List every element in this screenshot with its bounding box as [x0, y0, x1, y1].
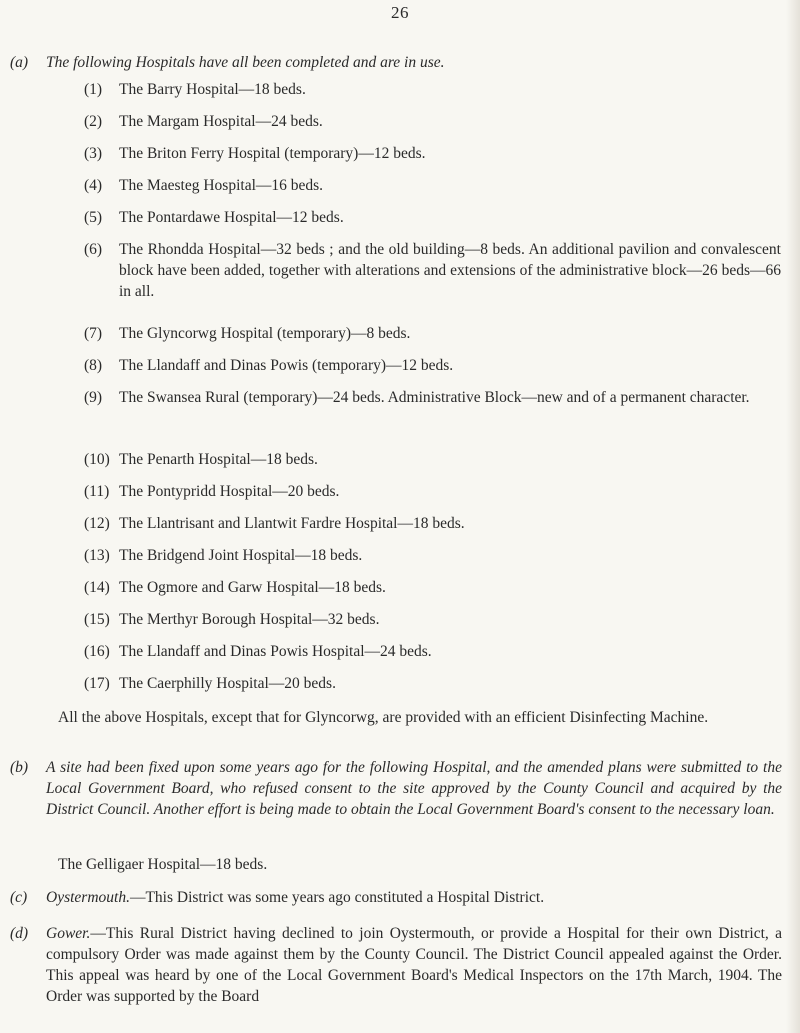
section-a-label: (a)	[10, 54, 29, 71]
section-b-text: A site had been fixed upon some years ago for the following Hospital, and the amended plans were submitted to the Local Government Board, who refused consent to the site approved by the County Council and acquired by the District Council. Another effort is being made to obtain the Local Government Board's consent to the necessary loan.	[46, 759, 782, 818]
gelligaer-hospital: The Gelligaer Hospital—18 beds.	[58, 856, 268, 873]
section-d-label: (d)	[10, 925, 29, 942]
section-c-label: (c)	[10, 889, 28, 906]
section-d-body: —This Rural District having declined to join Oystermouth, or provide a Hospital for their own District, a compulsory Order was made against them by the County Council. The District Council appealed against the Order. This appeal was heard by one of the Local Government Board's Medical Inspectors on the 17th March, 1904. The Order was supported by the Board	[46, 925, 782, 1005]
section-a-heading: The following Hospitals have all been completed and are in use.	[46, 54, 445, 71]
section-c-body: —This District was some years ago constituted a Hospital District.	[129, 889, 545, 906]
disinfecting-note: All the above Hospitals, except that for Glyncorwg, are provided with an efficient Disinfecting Machine.	[58, 709, 709, 726]
page-number: 26	[391, 3, 409, 22]
section-b-label: (b)	[10, 759, 29, 776]
section-d-title: Gower.	[46, 925, 91, 942]
section-d-text	[46, 923, 782, 1007]
page-edge-shadow	[786, 0, 800, 1033]
document-page: 26 (a) The following Hospitals have all been completed and are in use. (1) The Barry Hospital—18 beds. (2) The Margam Hospital—24 beds. (3) The Briton Ferry Hospital (temporary)—12 beds. (4) The Maesteg Hospital—16 beds. (5) The Pontardawe Hospital—12 beds. (6) The Rhondda Hospital—32 beds ; and the old building—8 beds. An additional pavilion and convalescent block have been added, together with alterations and extensions of the administrative block—26 beds—66 in all. (7) The Glyncorwg Hospital (temporary)—8 beds. (8) The Llandaff and Dinas Powis (temporary)—12 beds. (9) The Swansea Rural (temporary)—24 beds. Administrative Block—new and of a permanent character. (10) The Penarth Hospital—18 beds. (11) The Pontypridd Hospital—20 beds. (12) The Llantrisant and Llantwit Fardre Hospital—18 beds. (13) The Bridgend Joint Hospital—18 beds. (14) The Ogmore and Garw Hospital—18 beds. (15) The Merthyr Borough Hospital—32 beds. (16) The Llandaff and Dinas Powis Hospital—24 beds. (17) The Caerphilly Hospital—20 beds. All the above Hospitals, except that for Glyncorwg, are provided with an efficient Disinfecting Machine. (b) A site had been fixed upon some years ago for the following Hospital, and the amended plans were submitted to the Local Government Board, who refused consent to the site approved by the County Council and acquired by the District Council. Another effort is being made to obtain the Local Government Board's consent to the necessary loan. The Gelligaer Hospital—18 beds. (c) Oystermouth.—This District was some years ago constituted a Hospital District. (d) Gower.—This Rural District having declined to join Oystermouth, or provide a Hospital for their own District, a compulsory Order was made against them by the County Council. The District Council appealed against the Order. This appeal was heard by one of the Local Government Board's Medical Inspectors on the 17th March, 1904. The Order was supported by the Board	[0, 0, 800, 1033]
section-c-text	[46, 887, 782, 908]
section-c-title: Oystermouth.	[46, 889, 130, 906]
